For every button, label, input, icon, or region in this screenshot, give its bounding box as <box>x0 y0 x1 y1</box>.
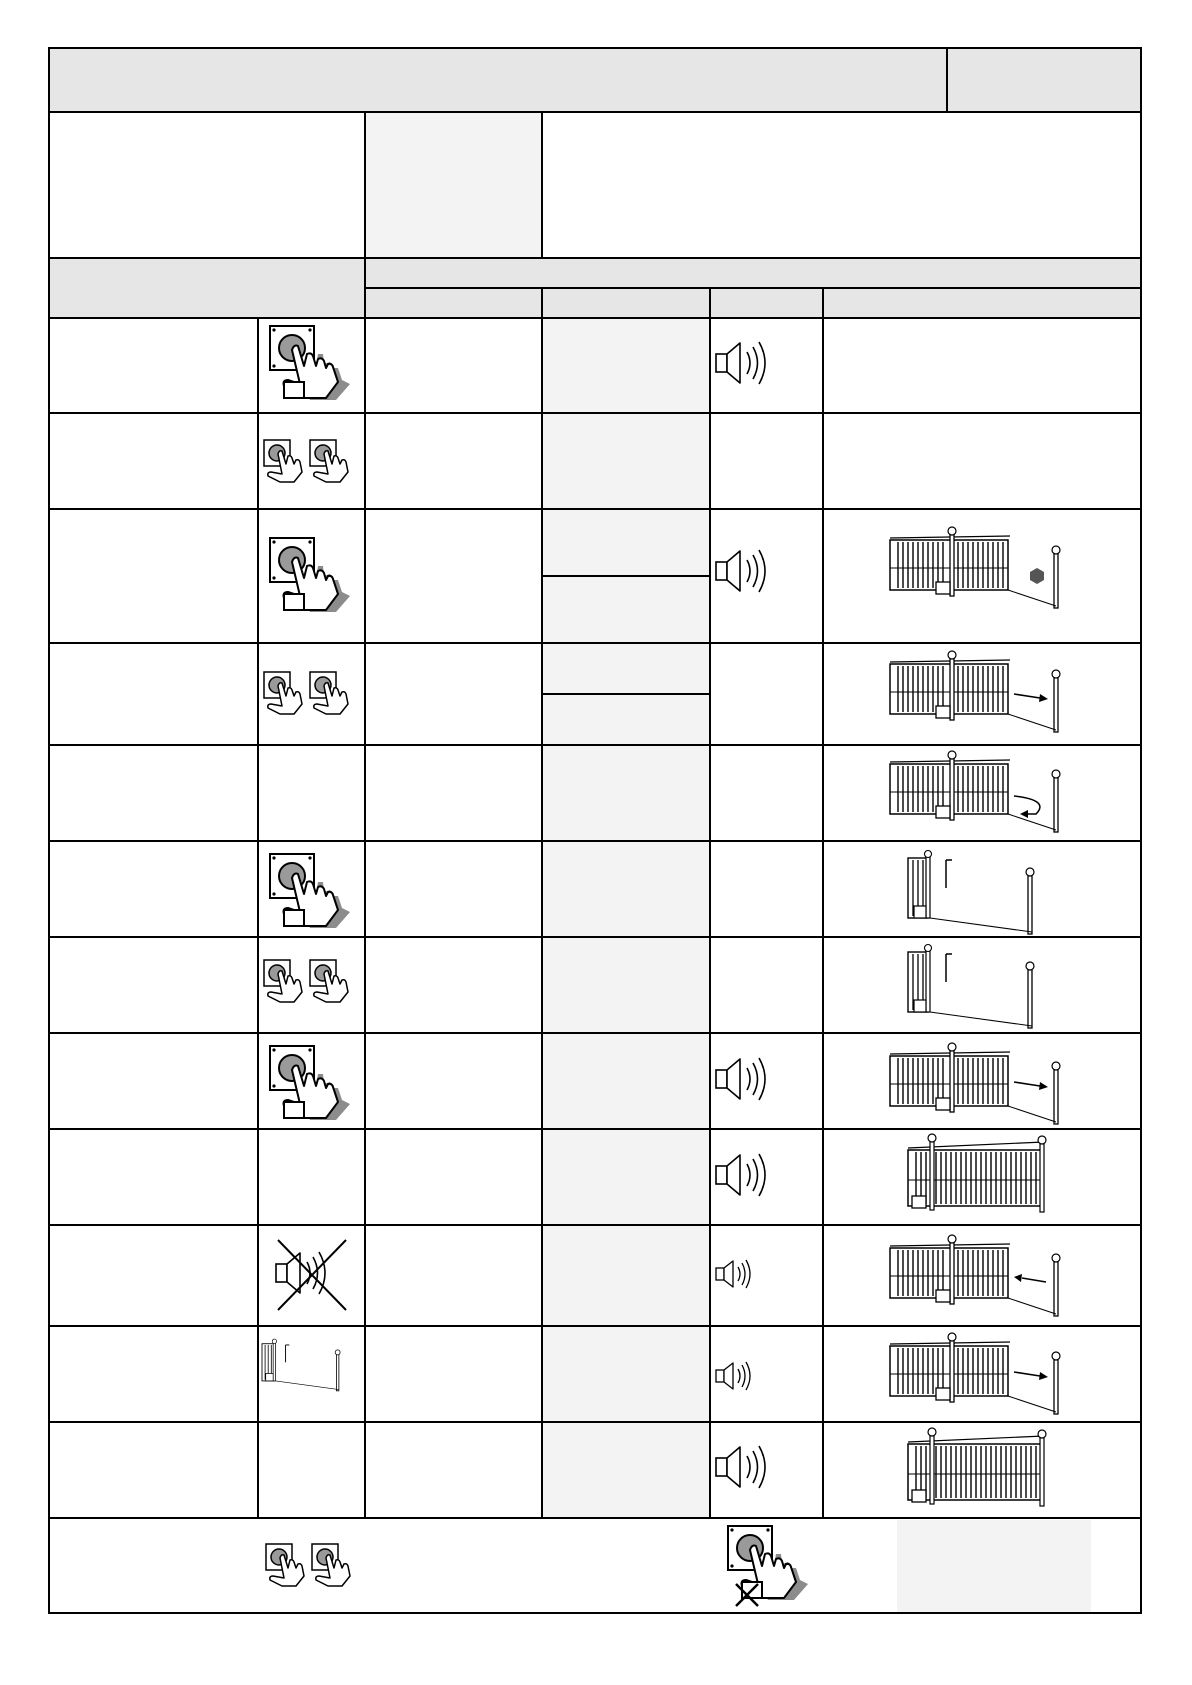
single-button-hand-icon <box>270 854 350 928</box>
speaker-small-icon <box>716 1260 750 1288</box>
speaker-icon <box>716 342 765 384</box>
double-button-hand-icon <box>264 960 348 1002</box>
gate-reversing-arrow-icon <box>890 751 1060 832</box>
double-button-hand-icon <box>264 440 348 482</box>
gate-opening-arrow-icon <box>890 1235 1060 1316</box>
double-button-hand-icon <box>266 1544 350 1586</box>
gate-closing-arrow-icon <box>890 1043 1060 1124</box>
gate-open-icon <box>262 1339 340 1391</box>
single-button-hand-icon <box>270 326 350 400</box>
speaker-icon <box>716 1446 765 1488</box>
speaker-icon <box>716 550 765 592</box>
gate-closed-icon <box>908 1134 1046 1212</box>
gate-open-icon <box>908 945 1034 1029</box>
single-button-hand-icon <box>270 538 350 612</box>
gate-closing-arrow-icon <box>890 651 1060 732</box>
single-button-hand-icon <box>270 1046 350 1120</box>
speaker-muted-icon <box>276 1240 346 1310</box>
gate-closing-arrow-icon <box>890 1333 1060 1414</box>
speaker-icon <box>716 1058 765 1100</box>
header-band <box>50 49 1140 317</box>
speaker-small-icon <box>716 1362 750 1390</box>
double-button-hand-icon <box>264 672 348 714</box>
gate-closed-icon <box>908 1428 1046 1506</box>
button-released-hand-icon <box>728 1526 808 1606</box>
gate-stopped-icon <box>890 527 1060 608</box>
gate-open-icon <box>908 851 1034 935</box>
speaker-icon <box>716 1154 765 1196</box>
